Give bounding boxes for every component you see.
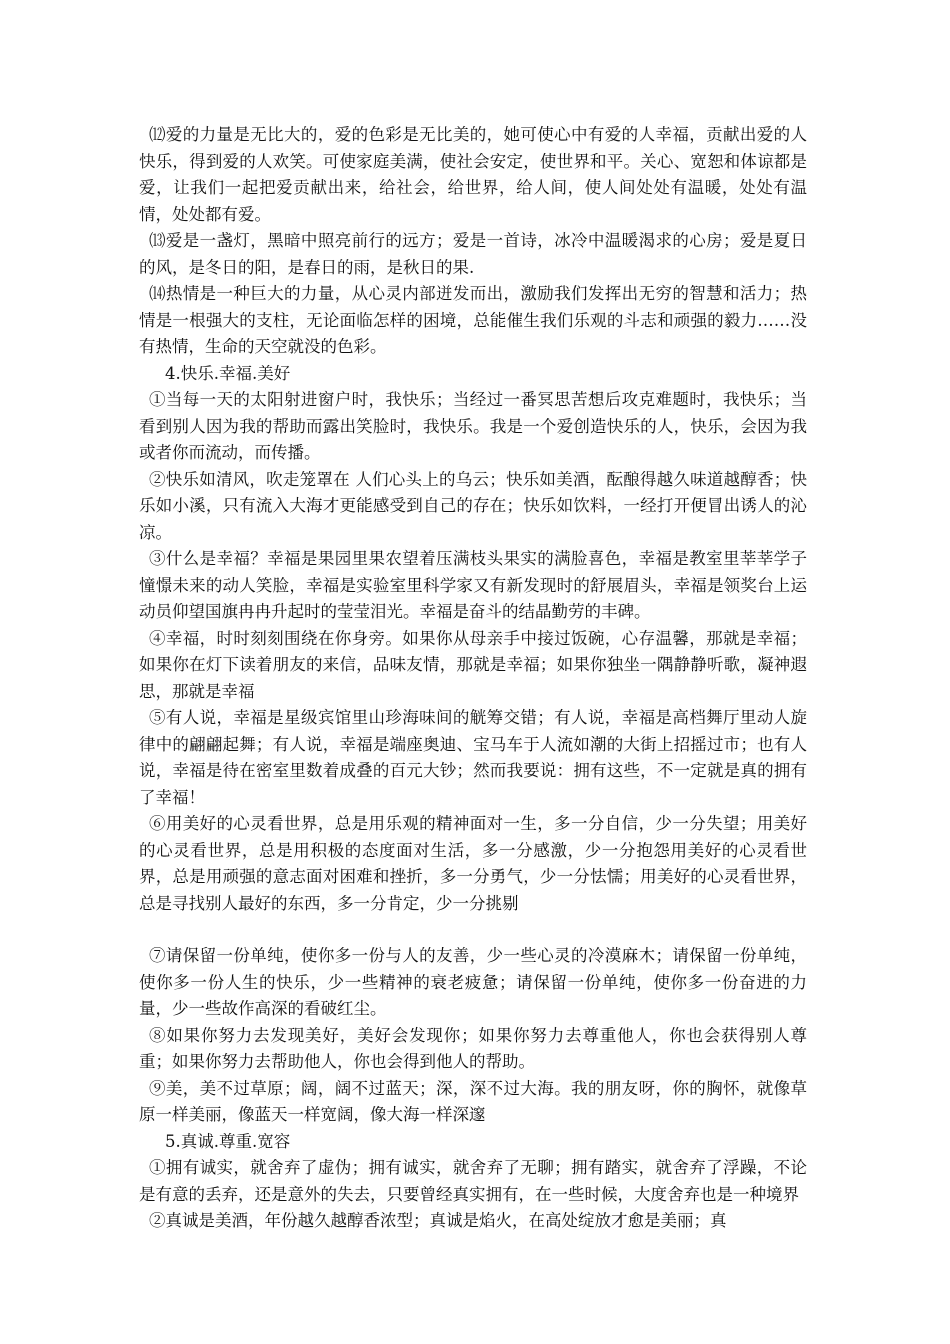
paragraph-14-enthusiasm: ⒁热情是一种巨大的力量，从心灵内部迸发而出，激励我们发挥出无穷的智慧和活力；热情是一根强大的支柱，无论面临怎样的困境，总能催生我们乐观的斗志和顽强的毅力……没有热情，生命的天空就没的色彩。 <box>139 284 807 356</box>
paragraph-4-1-happy: ①当每一天的太阳射进窗户时，我快乐；当经过一番冥思苦想后攻克难题时，我快乐；当看到别人因为我的帮助而露出笑脸时，我快乐。我是一个爱创造快乐的人，快乐，会因为我或者你而流动，而传播。 <box>139 390 807 462</box>
paragraph-5-1-honesty: ①拥有诚实，就舍弃了虚伪；拥有诚实，就舍弃了无聊；拥有踏实，就舍弃了浮躁，不论是有意的丢弃，还是意外的失去，只要曾经真实拥有，在一些时候，大度舍弃也是一种境界 <box>139 1158 807 1204</box>
paragraph-4-6-beautiful-heart: ⑥用美好的心灵看世界，总是用乐观的精神面对一生，多一分自信，少一分失望；用美好的心灵看世界，总是用积极的态度面对生活，多一分感激，少一分抱怨用美好的心灵看世界，总是用顽强的意志面对困难和挫折，多一分勇气，少一分怯懦；用美好的心灵看世界，总是寻找别人最好的东西，多一分肯定，少一分挑剔 <box>139 814 807 913</box>
paragraph-5-2-sincerity: ②真诚是美酒，年份越久越醇香浓型；真诚是焰火，在高处绽放才愈是美丽；真 <box>149 1211 727 1230</box>
paragraph-4-2-happy-breeze: ②快乐如清风，吹走笼罩在 人们心头上的乌云；快乐如美酒，酝酿得越久味道越醇香；快乐如小溪，只有流入大海才更能感受到自己的存在；快乐如饮料，一经打开便冒出诱人的沁凉。 <box>139 469 807 542</box>
blank-line <box>139 917 807 943</box>
paragraph-4-9-beauty-grassland: ⑨美，美不过草原；阔，阔不过蓝天；深，深不过大海。我的朋友呀，你的胸怀，就像草原一样美丽，像蓝天一样宽阔，像大海一样深邃 <box>139 1078 807 1124</box>
paragraph-4-5-some-say: ⑤有人说，幸福是星级宾馆里山珍海味间的觥筹交错；有人说，幸福是高档舞厅里动人旋律中的翩翩起舞；有人说，幸福是端座奥迪、宝马车于人流如潮的大街上招摇过市；也有人说，幸福是待在密室里数着成叠的百元大钞；然而我要说：拥有这些，不一定就是真的拥有了幸福！ <box>139 708 807 807</box>
paragraph-4-7-keep-simplicity: ⑦请保留一份单纯，使你多一份与人的友善，少一些心灵的冷漠麻木；请保留一份单纯，使你多一份人生的快乐，少一些精神的衰老疲惫；请保留一份单纯，使你多一份奋进的力量，少一些故作高深的看破红尘。 <box>139 946 807 1018</box>
paragraph-4-8-discover-beauty: ⑧如果你努力去发现美好，美好会发现你；如果你努力去尊重他人，你也会获得别人尊重；如果你努力去帮助他人，你也会得到他人的帮助。 <box>139 1025 807 1071</box>
paragraph-12-love-power: ⑿爱的力量是无比大的，爱的色彩是无比美的，她可使心中有爱的人幸福，贡献出爱的人快乐，得到爱的人欢笑。可使家庭美满，使社会安定，使世界和平。关心、宽恕和体谅都是爱，让我们一起把爱贡献出来，给社会，给世界，给人间，使人间处处有温暖，处处有温情，处处都有爱。 <box>139 125 807 224</box>
document-body <box>139 122 807 1235</box>
section-heading-4: 4.快乐.幸福.美好 <box>165 363 291 383</box>
paragraph-4-4-happiness-around: ④幸福，时时刻刻围绕在你身旁。如果你从母亲手中接过饭碗，心存温馨，那就是幸福；如果你在灯下读着朋友的来信，品味友情，那就是幸福；如果你独坐一隅静静听歌，凝神遐思，那就是幸福 <box>139 628 807 701</box>
paragraph-13-love-lamp: ⒀爱是一盏灯，黑暗中照亮前行的远方；爱是一首诗，冰冷中温暖渴求的心房；爱是夏日的风，是冬日的阳，是春日的雨，是秋日的果. <box>139 231 807 277</box>
paragraph-4-3-what-is-happiness: ③什么是幸福？幸福是果园里果农望着压满枝头果实的满脸喜色，幸福是教室里莘莘学子憧憬未来的动人笑脸，幸福是实验室里科学家又有新发现时的舒展眉头，幸福是领奖台上运动员仰望国旗冉冉升起时的莹莹泪光。幸福是奋斗的结晶勤劳的丰碑。 <box>139 549 807 621</box>
section-heading-5: 5.真诚.尊重.宽容 <box>165 1131 291 1151</box>
